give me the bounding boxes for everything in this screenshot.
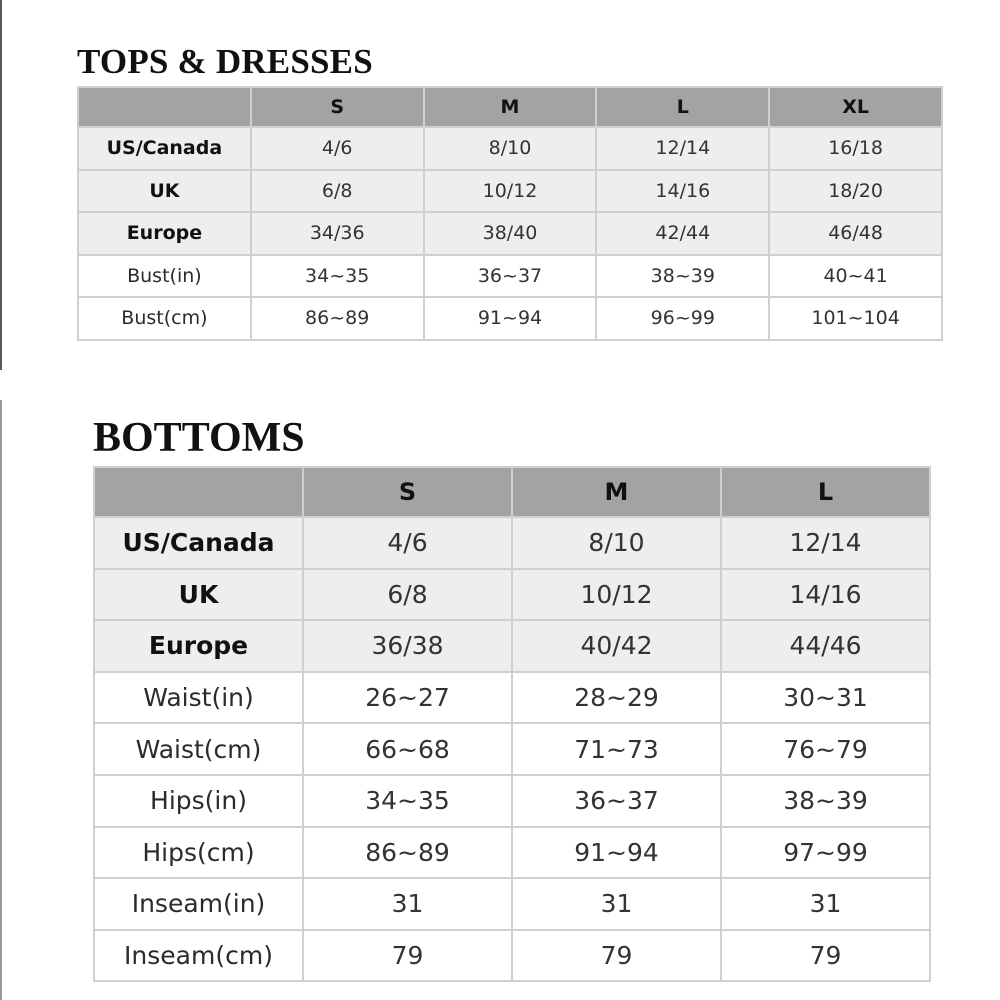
table-cell: 38/40 [424, 212, 597, 255]
table-cell: 40~41 [769, 255, 942, 298]
table-row [78, 170, 942, 213]
table-cell: 46/48 [769, 212, 942, 255]
table-cell: 66~68 [303, 723, 512, 775]
table-cell: 8/10 [424, 127, 597, 170]
table-cell: 38~39 [596, 255, 769, 298]
table-cell: 6/8 [303, 569, 512, 621]
size-header-s: S [303, 467, 512, 517]
table-cell: 34~35 [303, 775, 512, 827]
row-label: Europe [94, 620, 303, 672]
row-label: US/Canada [78, 127, 251, 170]
table-cell: 76~79 [721, 723, 930, 775]
size-header-xl: XL [769, 87, 942, 127]
left-edge-line [0, 0, 2, 370]
tops-dresses-title: TOPS & DRESSES [77, 42, 373, 81]
size-header-m: M [424, 87, 597, 127]
table-cell: 10/12 [512, 569, 721, 621]
table-cell: 31 [303, 878, 512, 930]
bottoms-size-table [93, 466, 931, 982]
tops-size-table [77, 86, 943, 341]
size-header-s: S [251, 87, 424, 127]
table-cell: 91~94 [424, 297, 597, 340]
table-cell: 86~89 [303, 827, 512, 879]
table-row [94, 878, 930, 930]
table-cell: 30~31 [721, 672, 930, 724]
table-cell: 14/16 [596, 170, 769, 213]
table-cell: 6/8 [251, 170, 424, 213]
left-edge-line-lower [0, 400, 2, 1000]
table-cell: 101~104 [769, 297, 942, 340]
row-label: Hips(cm) [94, 827, 303, 879]
table-row [78, 255, 942, 298]
table-cell: 34/36 [251, 212, 424, 255]
table-cell: 36/38 [303, 620, 512, 672]
row-label: Bust(cm) [78, 297, 251, 340]
row-label: Hips(in) [94, 775, 303, 827]
table-cell: 44/46 [721, 620, 930, 672]
table-row [94, 569, 930, 621]
table-cell: 4/6 [303, 517, 512, 569]
table-cell: 36~37 [512, 775, 721, 827]
table-cell: 96~99 [596, 297, 769, 340]
table-cell: 14/16 [721, 569, 930, 621]
table-cell: 34~35 [251, 255, 424, 298]
table-cell: 79 [512, 930, 721, 982]
row-label: Waist(in) [94, 672, 303, 724]
table-cell: 42/44 [596, 212, 769, 255]
table-cell: 36~37 [424, 255, 597, 298]
table-cell: 4/6 [251, 127, 424, 170]
row-label: Waist(cm) [94, 723, 303, 775]
size-header-l: L [721, 467, 930, 517]
header-corner-cell [78, 87, 251, 127]
table-cell: 31 [512, 878, 721, 930]
row-label: Inseam(cm) [94, 930, 303, 982]
table-cell: 12/14 [721, 517, 930, 569]
row-label: US/Canada [94, 517, 303, 569]
table-cell: 79 [721, 930, 930, 982]
table-cell: 79 [303, 930, 512, 982]
table-row [94, 775, 930, 827]
table-cell: 26~27 [303, 672, 512, 724]
table-header-row [78, 87, 942, 127]
table-row [78, 212, 942, 255]
table-cell: 71~73 [512, 723, 721, 775]
table-row [94, 517, 930, 569]
table-cell: 8/10 [512, 517, 721, 569]
table-cell: 40/42 [512, 620, 721, 672]
table-cell: 12/14 [596, 127, 769, 170]
table-cell: 18/20 [769, 170, 942, 213]
table-row [94, 620, 930, 672]
size-header-m: M [512, 467, 721, 517]
table-row [78, 127, 942, 170]
table-row [78, 297, 942, 340]
table-cell: 38~39 [721, 775, 930, 827]
table-cell: 16/18 [769, 127, 942, 170]
bottoms-title: BOTTOMS [93, 415, 305, 461]
table-row [94, 672, 930, 724]
table-cell: 91~94 [512, 827, 721, 879]
table-row [94, 930, 930, 982]
table-cell: 28~29 [512, 672, 721, 724]
table-header-row [94, 467, 930, 517]
header-corner-cell [94, 467, 303, 517]
row-label: Bust(in) [78, 255, 251, 298]
size-header-l: L [596, 87, 769, 127]
table-row [94, 827, 930, 879]
table-cell: 10/12 [424, 170, 597, 213]
table-cell: 31 [721, 878, 930, 930]
row-label: Europe [78, 212, 251, 255]
row-label: Inseam(in) [94, 878, 303, 930]
table-cell: 97~99 [721, 827, 930, 879]
row-label: UK [78, 170, 251, 213]
table-cell: 86~89 [251, 297, 424, 340]
table-row [94, 723, 930, 775]
row-label: UK [94, 569, 303, 621]
